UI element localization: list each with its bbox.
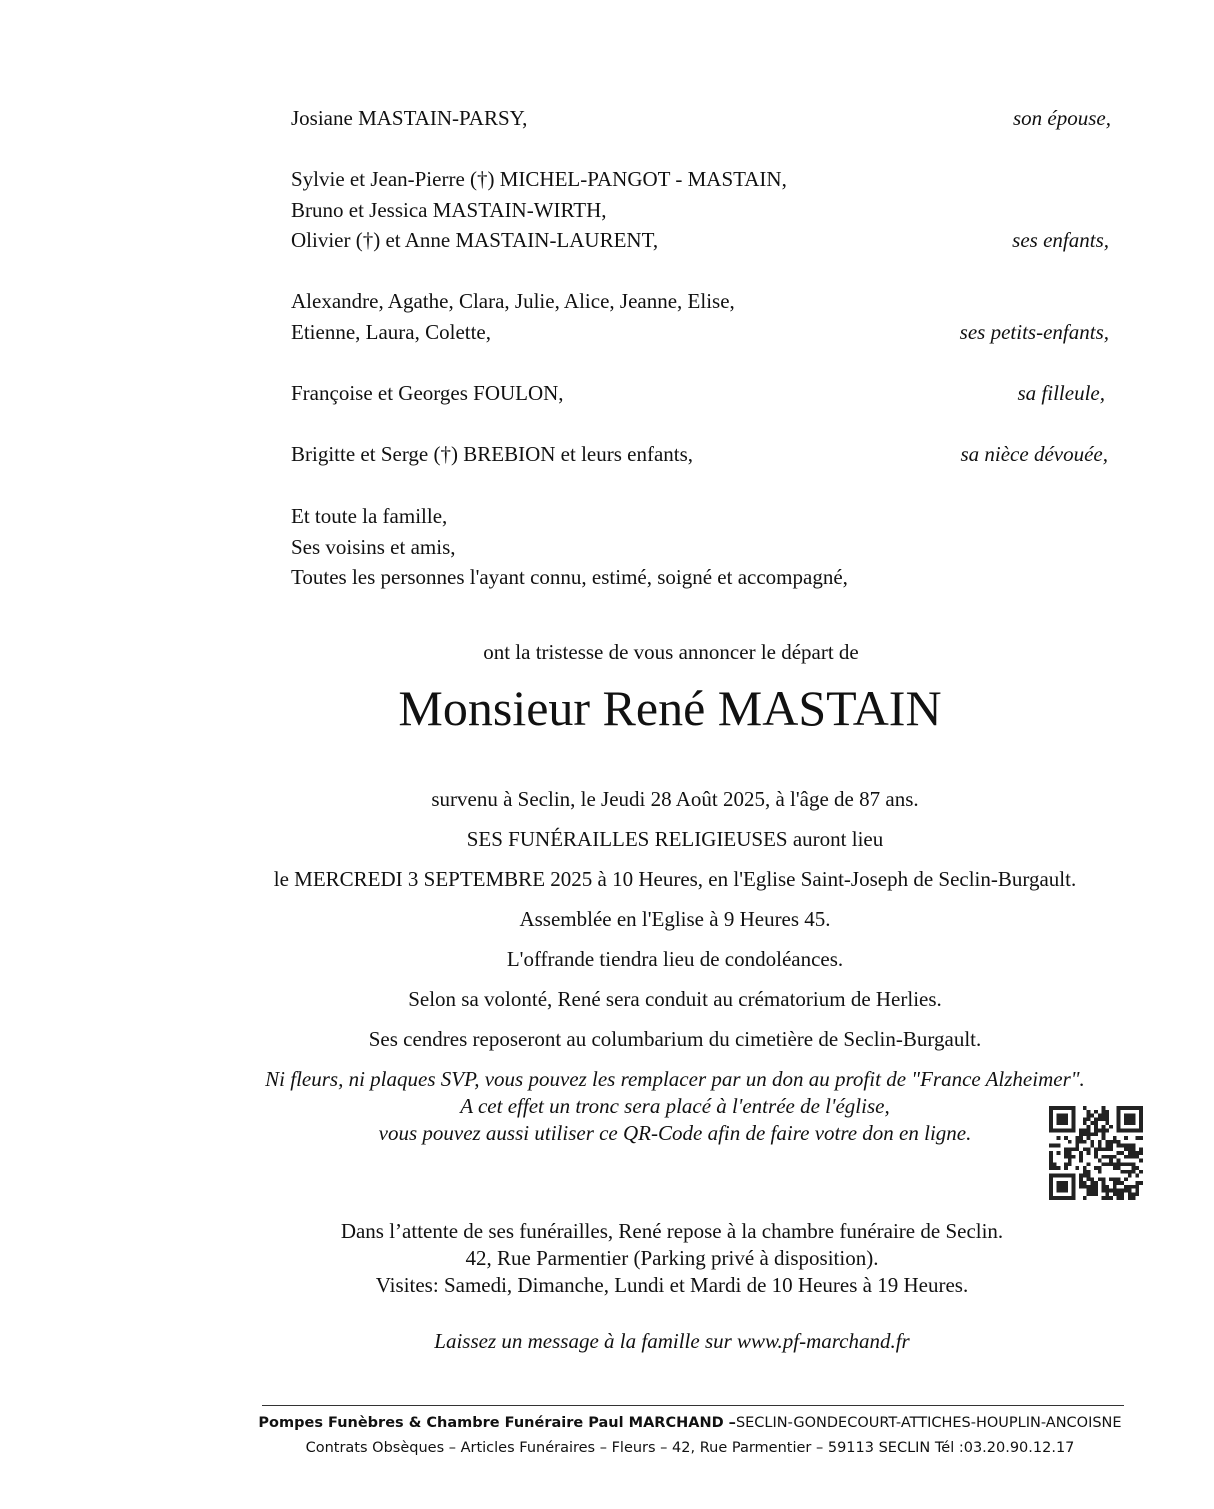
- rest-line-1: Dans l’attente de ses funérailles, René repose à la chambre funéraire de Seclin.: [340, 1219, 1004, 1243]
- niece-line: [291, 439, 1111, 470]
- niece-section: [291, 439, 1111, 470]
- rest-line-2: 42, Rue Parmentier (Parking privé à disposition).: [465, 1246, 879, 1270]
- donation-line-2: A cet effet un tronc sera placé à l'entrée de l'église,: [460, 1094, 890, 1118]
- grandchildren-line-2: Etienne, Laura, Colette, ses petits-enfants,: [291, 317, 1111, 348]
- children-section: [291, 164, 1111, 256]
- grandchildren-section: [291, 286, 1111, 347]
- detail-cremation: Selon sa volonté, René sera conduit au crématorium de Herlies.: [408, 987, 942, 1011]
- footer-divider: [262, 1405, 1124, 1406]
- detail-death: survenu à Seclin, le Jeudi 28 Août 2025, à l'âge de 87 ans.: [431, 787, 919, 811]
- others-line-3: Toutes les personnes l'ayant connu, estimé, soigné et accompagné,: [291, 565, 848, 589]
- footer-company-line: [0, 1415, 1214, 1431]
- guestbook-message: Laissez un message à la famille sur www.pf-marchand.fr: [434, 1329, 910, 1353]
- qr-code-icon[interactable]: [1049, 1106, 1143, 1200]
- detail-funeral: SES FUNÉRAILLES RELIGIEUSES auront lieu: [466, 827, 884, 851]
- children-line-2: Bruno et Jessica MASTAIN-WIRTH,: [291, 197, 607, 222]
- grandchildren-line-1: Alexandre, Agathe, Clara, Julie, Alice, Jeanne, Elise,: [291, 289, 735, 313]
- detail-date: le MERCREDI 3 SEPTEMBRE 2025 à 10 Heures, en l'Eglise Saint-Joseph de Seclin-Burgault.: [273, 867, 1077, 891]
- children-line-1: Sylvie et Jean-Pierre (†) MICHEL-PANGOT - MASTAIN,: [291, 167, 787, 191]
- others-line-2: Ses voisins et amis,: [291, 534, 456, 559]
- others-section: [291, 501, 1111, 593]
- deceased-name: Monsieur René MASTAIN: [398, 680, 942, 736]
- footer-services: Contrats Obsèques – Articles Funéraires – Fleurs – 42, Rue Parmentier – 59113 SECLIN Tél :03.20.90.12.17: [305, 1440, 1075, 1456]
- grandchildren-role: ses petits-enfants,: [959, 319, 1109, 344]
- spouse-line: [291, 103, 1111, 134]
- announcement-intro: ont la tristesse de vous annoncer le départ de: [483, 640, 859, 664]
- children-role: ses enfants,: [1012, 228, 1109, 252]
- spouse-section: [291, 103, 1111, 134]
- detail-offering: L'offrande tiendra lieu de condoléances.: [506, 947, 844, 971]
- goddaughter-section: [291, 378, 1111, 409]
- detail-ashes: Ses cendres reposeront au columbarium du cimetière de Seclin-Burgault.: [368, 1027, 982, 1051]
- goddaughter-name: Françoise et Georges FOULON,: [291, 381, 564, 405]
- footer-company: Pompes Funèbres & Chambre Funéraire Paul MARCHAND –: [258, 1415, 736, 1431]
- donation-line-3: vous pouvez aussi utiliser ce QR-Code afin de faire votre don en ligne.: [378, 1121, 972, 1145]
- others-line-1: Et toute la famille,: [291, 504, 448, 528]
- rest-line-3: Visites: Samedi, Dimanche, Lundi et Mardi de 10 Heures à 19 Heures.: [375, 1273, 969, 1297]
- niece-name: Brigitte et Serge (†) BREBION et leurs enfants,: [291, 442, 694, 466]
- goddaughter-role: sa filleule,: [1017, 381, 1105, 405]
- children-line-3: Olivier (†) et Anne MASTAIN-LAURENT, ses enfants,: [291, 225, 1111, 256]
- spouse-role: son épouse,: [1013, 106, 1111, 130]
- niece-role: sa nièce dévouée,: [960, 442, 1108, 466]
- goddaughter-line: [291, 378, 1111, 409]
- spouse-name: Josiane MASTAIN-PARSY,: [291, 106, 528, 130]
- detail-assembly: Assemblée en l'Eglise à 9 Heures 45.: [519, 907, 831, 931]
- donation-line-1: Ni fleurs, ni plaques SVP, vous pouvez les remplacer par un don au profit de "France Alzheimer".: [265, 1067, 1085, 1091]
- footer-towns: SECLIN-GONDECOURT-ATTICHES-HOUPLIN-ANCOISNE: [735, 1415, 1122, 1431]
